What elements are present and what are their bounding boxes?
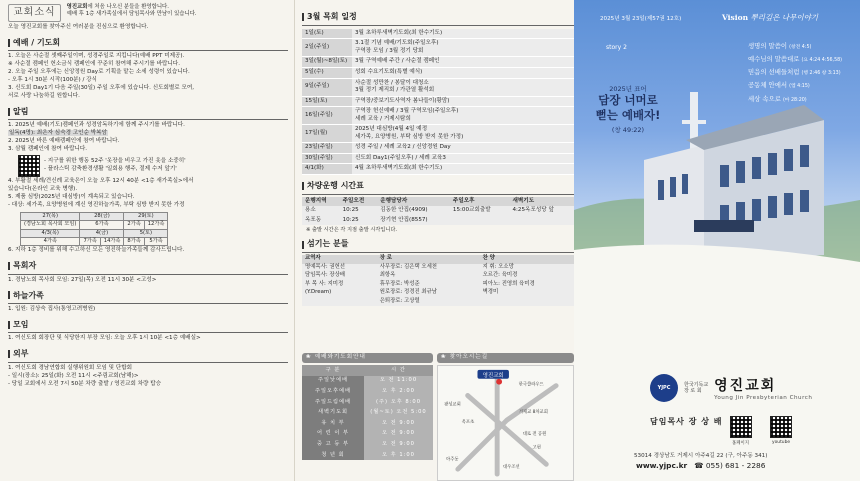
- table-cell: [480, 298, 574, 307]
- section-heading-notice: 알림: [8, 106, 288, 117]
- table-cell: 벽경미: [480, 289, 574, 298]
- divider: [302, 25, 574, 26]
- welcome-line-2: 예배 후 1층 새가족실에서 담임목사와 만남이 있습니다.: [66, 11, 197, 18]
- list-item: 4. 부활절 세례/견신례 교육은이 오늘 오후 12시 40분 <1층 새가족실>에서: [8, 178, 194, 185]
- section-heading-meeting: 모임: [8, 319, 288, 330]
- schedule-event: [352, 39, 574, 57]
- youtube-qr-label: youtube: [772, 440, 791, 445]
- welcome-name: 영진교회: [66, 4, 88, 10]
- schedule-event: [352, 57, 574, 68]
- website-link[interactable]: www.yjpc.kr: [636, 461, 688, 470]
- schedule-event: [352, 29, 574, 39]
- family-list: [8, 306, 288, 314]
- table-cell: 27(목): [21, 212, 80, 220]
- table-cell: 28(금): [80, 212, 124, 220]
- vision-story-item: [748, 79, 842, 92]
- divider: [8, 274, 288, 275]
- column-header: 교역자: [302, 255, 377, 264]
- column-header: 주일오전: [340, 197, 378, 207]
- table-row: [302, 418, 433, 429]
- worship-name: 중 고 등 부: [302, 439, 364, 450]
- table-cell: 4/3(목): [21, 229, 80, 237]
- column-header: 새벽기도: [509, 197, 574, 207]
- schedule-event: [352, 125, 574, 143]
- heading-bar-icon: [8, 291, 10, 299]
- heading-bar-icon: [302, 13, 304, 21]
- schedule-event: [352, 67, 574, 78]
- schedule-column: [302, 4, 574, 477]
- list-item: 6. 지하 1층 정비를 위해 수고하신 모든 영진하늘가족들께 감사드립니다.: [8, 247, 185, 254]
- worship-time: (월~토) 오전 5:00: [364, 407, 433, 418]
- church-pin-icon: [496, 379, 502, 385]
- car-table: [302, 197, 574, 226]
- table-header-row: [302, 197, 574, 207]
- welcome-line-1: 에 처음 나오신 분들을 환영합니다.: [87, 4, 169, 10]
- list-item: - 대상: 세가족, 요양병원에 계신 영진하늘가족, 부탁 심방 받지 못한 가정: [8, 202, 185, 209]
- table-cell: 원로장로: 정경진 최규남: [377, 289, 480, 298]
- table-header-row: [302, 255, 574, 264]
- table-cell: 10:25: [340, 206, 378, 216]
- table-cell: 담임목사: 장상배: [302, 272, 377, 281]
- table-cell: (Y.Dream): [302, 289, 377, 298]
- directions: [437, 353, 574, 481]
- divider: [8, 362, 288, 363]
- column-header: 운행담당자: [377, 197, 450, 207]
- cover-image: [574, 0, 860, 288]
- table-cell: 14가족: [100, 238, 124, 246]
- table-row: [302, 125, 574, 143]
- schedule-event-line: 구역장 헌신예배 / 3월 구역모임(주일오후): [355, 108, 459, 115]
- divider: [302, 252, 574, 253]
- worship-name: 유 치 부: [302, 418, 364, 429]
- table-row: [302, 386, 433, 397]
- list-item: 3. 삼월 캠페인에 참여 바랍니다.: [8, 146, 88, 153]
- heading-bar-icon: [8, 321, 10, 329]
- schedule-date: 15일(토): [302, 96, 352, 107]
- meeting-list: [8, 335, 288, 343]
- qr-code-icon[interactable]: [18, 155, 40, 177]
- list-item: 5. 제품 심방(2025년 대심방)이 계속되고 있습니다.: [8, 194, 135, 201]
- table-row: [302, 298, 574, 307]
- worship-name: 주일오후예배: [302, 386, 364, 397]
- homepage-qr-icon[interactable]: [730, 416, 752, 438]
- table-cell: 4가족: [21, 238, 80, 246]
- map-label: 옥포초: [461, 420, 475, 425]
- worship-list: [8, 53, 288, 101]
- worship-name: 어 린 이 부: [302, 429, 364, 440]
- worship-time: 오 전 9:00: [364, 429, 433, 440]
- schedule-event-line: 세가족, 요양병원, 부탁 심방 받지 못한 가정): [355, 133, 464, 140]
- table-row: [302, 289, 574, 298]
- map-label: 한국클라우드: [518, 382, 544, 388]
- schedule-event: [352, 96, 574, 107]
- heading-bar-icon: [8, 350, 10, 358]
- map-label: 아주동: [446, 457, 459, 463]
- table-row: [302, 264, 574, 273]
- schedule-event: [352, 143, 574, 154]
- list-item: 1. 입원: 김상숙 집사(통영고려병원): [8, 306, 96, 313]
- visit-schedule-table: [20, 212, 168, 247]
- schedule-date: 23일(주일): [302, 143, 352, 154]
- table-cell: 15:00교회출발: [450, 206, 510, 216]
- table-cell: 6가족: [80, 221, 124, 229]
- worship-time-table: [302, 365, 433, 460]
- table-cell: 용소: [302, 206, 340, 216]
- table-row: [302, 397, 433, 408]
- campaign-row: [18, 155, 288, 177]
- schedule-date: 3일(월)~8일(토): [302, 57, 352, 68]
- list-item: 1. 2025년 예배(기도)캠페인과 성경암독하기에 함께 주시기를 바랍니다.: [8, 122, 185, 129]
- table-cell: 오르간: 육미경: [480, 272, 574, 281]
- list-item: 1. 경남노회 목사회 모임: 27일(목) 오전 11시 30분 <고성>: [8, 276, 157, 283]
- schedule-date: 4/1(화): [302, 164, 352, 175]
- table-cell: 명예목사: 권헌선: [302, 264, 377, 273]
- schedule-table: [302, 29, 574, 175]
- divider: [8, 50, 288, 51]
- column-header: 시 간: [364, 365, 433, 376]
- heading-bar-icon: [302, 241, 304, 249]
- map-label: 거제교 8차교회: [518, 410, 548, 416]
- schedule-event: [352, 164, 574, 175]
- vision-story-item: [748, 93, 842, 106]
- church-name-en: Young Jin Presbyterian Church: [714, 395, 813, 401]
- leaf-icon: ❀: [441, 354, 447, 361]
- schedule-event: [352, 153, 574, 164]
- schedule-event-line: 4월 초하루새벽기도회(최 한수기도): [355, 165, 443, 172]
- schedule-event-line: 세례 교육 / 거제시탐희: [355, 115, 411, 122]
- table-cell: [302, 298, 377, 307]
- schedule-date: 5일(수): [302, 67, 352, 78]
- notice-list-2: [8, 178, 288, 210]
- list-item: - 당일 교회에서 오전 7시 50분 차량 출발 / 영진교회 차량 탑승: [8, 380, 162, 387]
- table-cell: 5(토): [124, 229, 168, 237]
- phone-number: ☎ 055) 681 - 2286: [694, 461, 766, 470]
- table-row: [302, 143, 574, 154]
- table-cell: 2가족: [124, 221, 144, 229]
- list-item: 1. 여신도회 경남연합회 실행위원회 모임 및 단합회: [8, 364, 133, 371]
- list-item: ※ 사순절 캠페인 헌소금식 캠페인에 꾸준히 참여해 주시기를 바랍니다.: [8, 61, 180, 68]
- schedule-event-line: 2025년 대심방(4월 4일 예정: [355, 126, 428, 133]
- campaign-text: - 지구를 위한 행동 52주 '옷장을 비우고 가진 옷을 소중히' - 플라스틱 감축환경생활 '일회용 행주, 절제 수저 앞기': [44, 158, 186, 173]
- heading-bar-icon: [8, 262, 10, 270]
- section-heading-family: 하늘가족: [8, 290, 288, 301]
- worship-name: 주일드림예배: [302, 397, 364, 408]
- table-row: [302, 206, 574, 216]
- church-name: 영진교회: [714, 378, 777, 394]
- schedule-date: 16일(주일): [302, 107, 352, 125]
- table-row: [302, 57, 574, 68]
- divider: [8, 119, 288, 120]
- list-item: 2. 오늘 주일 오후에는 신앙정원 Day로 기획을 맡는 소세 성령이 있습니다.: [8, 69, 190, 76]
- section-heading-schedule: 3월 목회 일정: [302, 12, 574, 23]
- vision-story-item: [748, 53, 842, 66]
- intro-text: 오늘 영진교회를 찾아주신 여러분을 진심으로 환영합니다.: [8, 24, 149, 31]
- table-cell: 8가족: [124, 238, 144, 246]
- worship-name: 청 년 회: [302, 450, 364, 461]
- heading-bar-icon: [302, 182, 304, 190]
- cover-info: [574, 288, 860, 481]
- table-row: [302, 272, 574, 281]
- table-cell: 10:25: [340, 216, 378, 226]
- table-row: [302, 67, 574, 78]
- schedule-event-line: 사순절 성만찬 / 봉달이 대청소: [355, 79, 429, 86]
- church-address: 53014 경상남도 거제시 아주4길 22 (구, 아주동 341): [634, 453, 768, 459]
- worship-time: 오 전 9:00: [364, 439, 433, 450]
- table-row: [302, 439, 433, 450]
- year-motto: 2025년 표어 담장 너머로 뻗는 예배자! (창 49:22): [595, 85, 661, 134]
- worship-time: 오 전 11:00: [364, 376, 433, 387]
- leaf-icon: ❀: [306, 354, 312, 361]
- vision-story-verse: (엡 4:15): [789, 84, 810, 90]
- senior-pastor: 담임목사 장 상 배: [650, 417, 723, 426]
- vision-story-title: 믿음의 선배들처럼: [748, 68, 802, 77]
- table-header-row: [302, 365, 433, 376]
- table-cell: [450, 216, 510, 226]
- list-item: 있습니다(온라인 교육 병행).: [8, 186, 78, 193]
- section-heading-pastor: 목회자: [8, 260, 288, 271]
- worship-time: 오 후 1:00: [364, 450, 433, 461]
- schedule-event-line: 3월 정기 제직회 / 가관열 활석회: [355, 87, 435, 94]
- table-cell: 최항옥: [377, 272, 480, 281]
- table-row: [302, 96, 574, 107]
- table-cell: 4(금): [80, 229, 124, 237]
- section-heading-worship: 예배 / 기도회: [8, 37, 288, 48]
- worship-name: 주일낮예배: [302, 376, 364, 387]
- worship-time: (주) 오후 8:00: [364, 397, 433, 408]
- map-label: 광성교회: [444, 402, 461, 408]
- table-row: [302, 407, 433, 418]
- table-cell: 지 휘: 오소망: [480, 264, 574, 273]
- vision-story-verse: (요 4:24 4:56,58): [801, 58, 843, 64]
- map-label: 대우조선: [503, 465, 520, 471]
- youtube-qr-icon[interactable]: [770, 416, 792, 438]
- external-list: [8, 365, 288, 389]
- table-row: [302, 29, 574, 39]
- divider: [8, 332, 288, 333]
- list-item: - 일시(장소): 25일(화) 오전 11시 <주림교회(남해)>: [8, 372, 139, 379]
- vision-story-title: 공동체 안에서: [748, 81, 790, 90]
- schedule-event: [352, 107, 574, 125]
- heading-bar-icon: [8, 108, 10, 116]
- table-row: [302, 107, 574, 125]
- column-header: 찬 양: [480, 255, 574, 264]
- news-header: [8, 4, 288, 22]
- table-row: [302, 376, 433, 387]
- table-row: [302, 164, 574, 175]
- list-item: 일독(4명): 최은자 심숙경 고인순 박복암: [9, 130, 107, 137]
- column-header: 구 분: [302, 365, 364, 376]
- fold-line: [294, 0, 295, 481]
- schedule-event-line: 3.1절 기념 예배/기도회(주일오후): [355, 40, 439, 47]
- section-heading-car: 차량운행 시간표: [302, 181, 574, 192]
- vision-story-item: [748, 40, 842, 53]
- schedule-event-line: 신도회 Day1(주일오후) / 세례 교육3: [355, 154, 446, 161]
- schedule-event-line: 3월 구역예배 주간 / 사순절 캠페인: [355, 58, 440, 65]
- vision-story-verse: (행 2:46 창 3:13): [801, 71, 841, 77]
- notice-list-3: [8, 247, 288, 255]
- table-row: [302, 216, 574, 226]
- table-cell: 29(토): [124, 212, 168, 220]
- list-item: 3. 신도회 Day1기 다음 주일(30일) 주일 오후에 있습니다. 신도회별로 모여,: [8, 85, 195, 92]
- vision-story-verse: (창전 4:5): [789, 45, 812, 50]
- table-cell: 옥포동: [302, 216, 340, 226]
- directions-header: ❀ 찾아오시는길: [437, 353, 574, 363]
- vision-story-title: 예수님의 말씀대로: [748, 55, 802, 64]
- table-row: [302, 39, 574, 57]
- divider: [8, 303, 288, 304]
- news-title: 교회소식: [8, 4, 61, 22]
- worship-name: 새벽기도회: [302, 407, 364, 418]
- lower-panels: [302, 353, 574, 481]
- heading-bar-icon: [8, 39, 10, 47]
- column-header: 주일오후: [450, 197, 510, 207]
- contact-line: [636, 461, 765, 470]
- news-column: [8, 4, 288, 477]
- vision-stories: [748, 40, 842, 106]
- table-cell: 휴무장로: 박성준: [377, 281, 480, 290]
- schedule-event-line: 3월 초하루새벽기도회(최 한수기도): [355, 29, 443, 36]
- table-cell: 사무장로: 김은택 오세천: [377, 264, 480, 273]
- directions-map: [437, 365, 574, 481]
- church-emblem-icon: YJPC: [650, 374, 678, 402]
- table-cell: 장기현 안집(8557): [377, 216, 450, 226]
- story-label: story 2: [606, 44, 627, 51]
- table-row: [302, 429, 433, 440]
- table-cell: 4:25옥포성당 앞: [509, 206, 574, 216]
- car-note: ※ 출발 시간은 각 지점 출발 시각입니다.: [306, 227, 398, 234]
- section-heading-external: 외부: [8, 348, 288, 359]
- list-item: 서로 사랑 나눔하길 원합니다.: [8, 93, 80, 100]
- table-cell: 7가족: [80, 238, 100, 246]
- column-header: 장 로: [377, 255, 480, 264]
- cover-column: [574, 0, 860, 481]
- denomination: 한국기독교 장 로 회: [684, 381, 709, 394]
- vision-story-item: [748, 66, 842, 79]
- table-cell: 부 목 사: 지미정: [302, 281, 377, 290]
- worship-time: 오 후 2:00: [364, 386, 433, 397]
- schedule-date: 1일(토): [302, 29, 352, 39]
- welcome-text: [67, 4, 197, 19]
- list-item: 1. 여신도회 회장단 및 식당한지 부장 모임: 오늘 오후 1시 10분 <1층 예배실>: [8, 335, 201, 342]
- schedule-date: 9일(주일): [302, 78, 352, 96]
- schedule-event-line: 구역장 모임 / 3월 정기 당회: [355, 47, 424, 54]
- table-cell: [509, 216, 574, 226]
- table-cell: (경남노회 목사회 모임): [21, 221, 80, 229]
- table-cell: 12가족: [144, 221, 168, 229]
- vision-story-title: 생명의 말씀이: [748, 42, 790, 50]
- table-cell: 은퇴장로: 고상렬: [377, 298, 480, 307]
- table-row: [302, 78, 574, 96]
- schedule-event-line: 성경 주일 / 세례 교육2 / 신앙정원 Day: [355, 144, 451, 151]
- vision-story-title: 세상 속으로: [748, 94, 783, 103]
- list-item: 2. 2025년 바른 예배캠페인에 참여 바랍니다.: [8, 138, 120, 145]
- pastor-list: [8, 277, 288, 285]
- issue-date: 2025년 3월 23일(제57권 12호): [600, 16, 682, 22]
- vision-story-verse: (마 28:20): [782, 97, 807, 103]
- table-cell: 피아노: 진영희 육미경: [480, 281, 574, 290]
- map-label: 고현: [532, 445, 541, 451]
- table-cell: 김동한 안집(4909): [377, 206, 450, 216]
- schedule-date: 17일(월): [302, 125, 352, 143]
- church-logo: [650, 374, 812, 402]
- divider: [302, 194, 574, 195]
- column-header: 운행지역: [302, 197, 340, 207]
- schedule-date: 2일(주일): [302, 39, 352, 57]
- schedule-event-line: 구역장/중보기도사역자 봄나들이(황맘): [355, 97, 450, 104]
- list-item: - 오후 1시 30분 시작(100분) / 강식: [8, 77, 97, 84]
- schedule-event: [352, 78, 574, 96]
- map-road: [468, 395, 547, 464]
- homepage-qr-label: 홈페이지: [732, 441, 749, 446]
- table-cell: 5가족: [144, 238, 168, 246]
- table-row: [302, 281, 574, 290]
- worship-guide: [302, 353, 433, 481]
- table-row: [302, 153, 574, 164]
- schedule-date: 30일(주일): [302, 153, 352, 164]
- worship-time: 오 전 9:00: [364, 418, 433, 429]
- worship-guide-header: ❀ 예배와기도회안내: [302, 353, 433, 363]
- servants-table: [302, 255, 574, 306]
- section-heading-servants: 섬기는 분들: [302, 239, 574, 250]
- notice-list: [8, 122, 288, 154]
- map-label-church: 영진교회: [482, 372, 504, 379]
- schedule-event-line: 성회 수요기도회(특별 예식): [355, 68, 423, 75]
- table-row: [302, 450, 433, 461]
- vision-title: Vision 뿌리깊은 나무이야기: [722, 13, 819, 22]
- map-label: 대로 전 공원: [522, 431, 547, 437]
- list-item: 1. 오늘은 사순절 셋째주일이며, 성경주일로 지킵니다(예배 PPT 미제공).: [8, 53, 185, 60]
